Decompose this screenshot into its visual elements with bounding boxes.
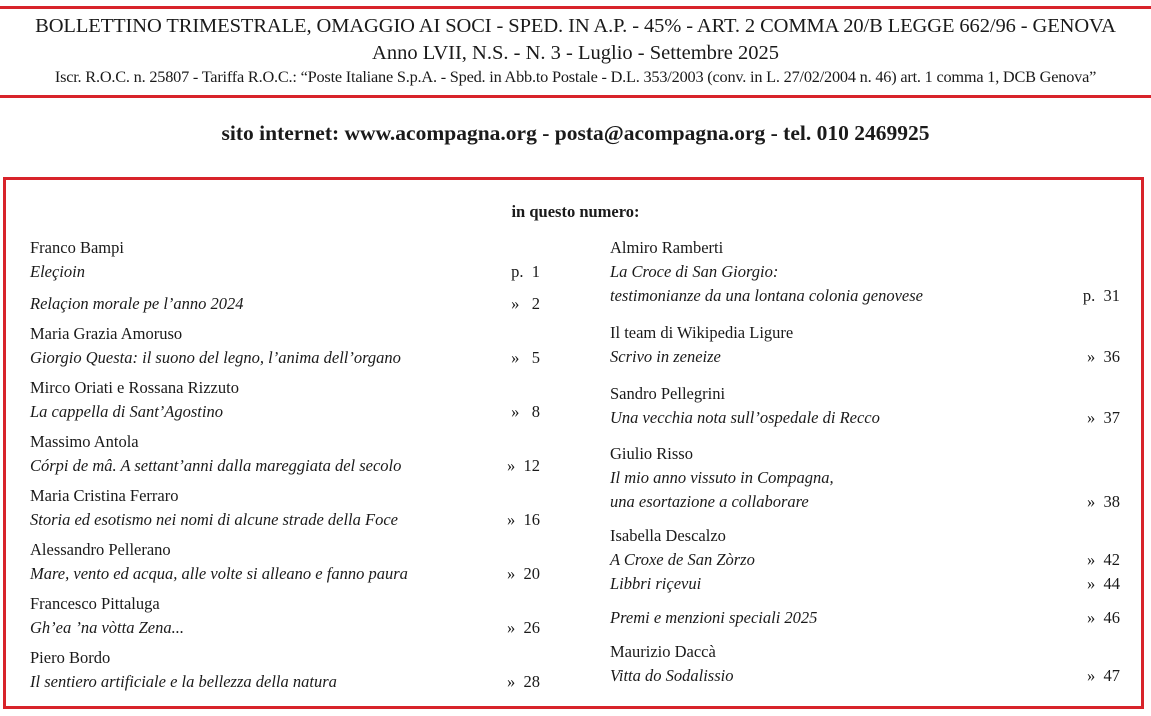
- toc-page-ref: » 46: [1087, 608, 1120, 627]
- toc-article-title: Mare, vento ed acqua, alle volte si alleano e fanno paura: [30, 564, 408, 583]
- toc-entry: [30, 646, 540, 694]
- toc-article-line: [610, 260, 1120, 284]
- toc-author: Franco Bampi: [30, 238, 124, 257]
- toc-article-title: Il mio anno vissuto in Compagna,: [610, 468, 834, 487]
- toc-article-title: Storia ed esotismo nei nomi di alcune strade della Foce: [30, 510, 398, 529]
- toc-page-ref: » 12: [507, 456, 540, 475]
- toc-author: Il team di Wikipedia Ligure: [610, 323, 794, 342]
- toc-article-title: Libbri riçevui: [610, 574, 702, 593]
- toc-page-ref: » 5: [511, 348, 540, 367]
- toc-article-title: Relaçion morale pe l’anno 2024: [30, 294, 244, 313]
- toc-article-title: Eleçioin: [30, 262, 85, 281]
- toc-entry: [610, 524, 1120, 596]
- toc-page-ref: » 26: [507, 618, 540, 637]
- toc-entry: [610, 236, 1120, 308]
- registration-line: Iscr. R.O.C. n. 25807 - Tariffa R.O.C.: “Poste Italiane S.p.A. - Sped. in Abb.to Postale - D.L. 353/2003 (conv. in L. 27/02/2004 n. 46) art. 1 comma 1, DCB Genova”: [54, 67, 1097, 86]
- toc-author: Maria Cristina Ferraro: [30, 486, 179, 505]
- toc-article-title: Premi e menzioni speciali 2025: [610, 608, 818, 627]
- toc-page-ref: p. 31: [1082, 286, 1120, 305]
- toc-author: Giulio Risso: [610, 444, 693, 463]
- toc-article-line: [610, 606, 1120, 630]
- issue-line: Anno LVII, N.S. - N. 3 - Luglio - Settembre 2025: [372, 42, 779, 64]
- toc-article-title: Vitta do Sodalissio: [610, 666, 734, 685]
- toc-article-line: [610, 490, 1120, 514]
- toc-author: Massimo Antola: [30, 432, 139, 451]
- toc-left-column: [30, 236, 540, 694]
- toc-page-ref: » 36: [1087, 347, 1120, 366]
- toc-heading: in questo numero:: [511, 202, 640, 221]
- toc-page-ref: » 37: [1087, 408, 1120, 427]
- toc-author: Almiro Ramberti: [610, 238, 724, 257]
- toc-article-line: [30, 260, 540, 284]
- toc-entry: [30, 538, 540, 586]
- toc-author: Francesco Pittaluga: [30, 594, 160, 613]
- toc-article-title: Scrivo in zeneize: [610, 347, 721, 366]
- toc-page-ref: » 16: [507, 510, 540, 529]
- header-top-rule: [0, 6, 1151, 9]
- toc-author: Isabella Descalzo: [610, 526, 726, 545]
- toc-article-title: Córpi de mâ. A settant’anni dalla mareggiata del secolo: [30, 456, 402, 475]
- toc-page-ref: » 8: [511, 402, 540, 421]
- toc-article-title: una esortazione a collaborare: [610, 492, 809, 511]
- toc-page-ref: » 38: [1087, 492, 1120, 511]
- toc-article-title: Gh’ea ’na vòtta Zena...: [30, 618, 184, 637]
- toc-article-title: Una vecchia nota sull’ospedale di Recco: [610, 408, 880, 427]
- toc-page-ref: p. 1: [511, 262, 540, 281]
- toc-article-line: [30, 616, 540, 640]
- toc-entry: [610, 321, 1120, 369]
- toc-page-ref: » 47: [1087, 666, 1120, 685]
- toc-entry: [610, 442, 1120, 514]
- toc-article-title: testimonianze da una lontana colonia genovese: [610, 286, 923, 305]
- toc-entry: [610, 606, 1120, 630]
- toc-article-title: La Croce di San Giorgio:: [610, 262, 779, 281]
- toc-page-ref: » 28: [507, 672, 540, 691]
- toc-entry: [30, 430, 540, 478]
- toc-author: Piero Bordo: [30, 648, 111, 667]
- toc-article-title: La cappella di Sant’Agostino: [30, 402, 223, 421]
- toc-article-line: [610, 406, 1120, 430]
- toc-page-ref: » 2: [511, 294, 540, 313]
- toc-article-line: [30, 562, 540, 586]
- toc-author: Maurizio Daccà: [610, 642, 716, 661]
- toc-right-column: [610, 236, 1120, 688]
- toc-article-title: Giorgio Questa: il suono del legno, l’anima dell’organo: [30, 348, 401, 367]
- toc-author: Maria Grazia Amoruso: [30, 324, 183, 343]
- toc-entry: [30, 376, 540, 424]
- toc-article-line: [30, 508, 540, 532]
- toc-article-line: [30, 346, 540, 370]
- toc-author: Mirco Oriati e Rossana Rizzuto: [30, 378, 239, 397]
- toc-page-ref: » 44: [1087, 574, 1120, 593]
- toc-article-line: [610, 572, 1120, 596]
- toc-author: Alessandro Pellerano: [30, 540, 171, 559]
- toc-article-line: [30, 454, 540, 478]
- bulletin-postal-line: BOLLETTINO TRIMESTRALE, OMAGGIO AI SOCI - SPED. IN A.P. - 45% - ART. 2 COMMA 20/B LEGGE 662/96 - GENOVA: [35, 15, 1116, 37]
- toc-page-ref: » 42: [1087, 550, 1120, 569]
- toc-article-title: A Croxe de San Zòrzo: [610, 550, 755, 569]
- toc-article-line: [610, 345, 1120, 369]
- toc-entry: [30, 236, 540, 284]
- toc-article-line: [30, 400, 540, 424]
- toc-article-line: [30, 670, 540, 694]
- toc-entry: [30, 484, 540, 532]
- toc-page-ref: » 20: [507, 564, 540, 583]
- toc-article-line: [30, 292, 540, 316]
- header-bottom-rule: [0, 95, 1151, 98]
- toc-entry: [610, 382, 1120, 430]
- toc-article-line: [610, 284, 1120, 308]
- toc-entry: [30, 592, 540, 640]
- toc-article-title: Il sentiero artificiale e la bellezza della natura: [30, 672, 337, 691]
- toc-article-line: [610, 664, 1120, 688]
- toc-author: Sandro Pellegrini: [610, 384, 726, 403]
- contacts-line: sito internet: www.acompagna.org - posta@acompagna.org - tel. 010 2469925: [221, 121, 930, 145]
- toc-entry: [30, 292, 540, 316]
- toc-article-line: [610, 548, 1120, 572]
- toc-entry: [30, 322, 540, 370]
- toc-entry: [610, 640, 1120, 688]
- toc-article-line: [610, 466, 1120, 490]
